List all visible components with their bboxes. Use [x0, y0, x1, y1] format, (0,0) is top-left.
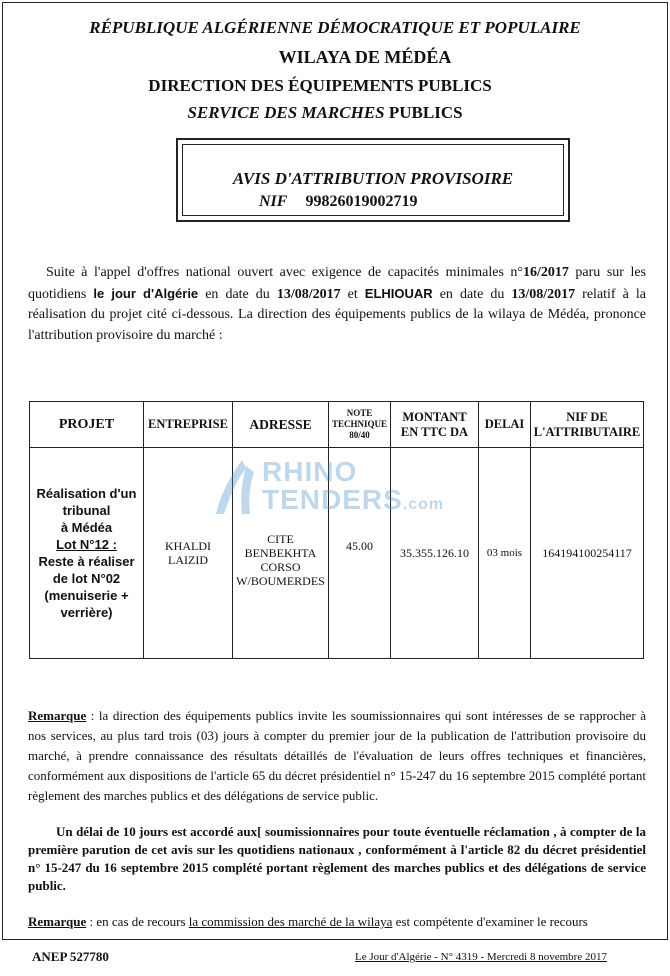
watermark-suffix: .com [402, 496, 445, 513]
projet-lot: Lot N°12 : [56, 537, 117, 552]
projet-line: Réalisation d'un [36, 486, 137, 501]
intro-text-4: et [340, 286, 365, 302]
cell-note: 45.00 [329, 448, 391, 659]
header-projet: PROJET [30, 402, 144, 448]
wilaya-heading: WILAYA DE MÉDÉA [278, 47, 452, 67]
intro-text-1: Suite à l'appel d'offres national ouvert avec exigence de capacités minimales n° [46, 265, 524, 280]
date-2: 13/08/2017 [511, 286, 576, 302]
tender-number: 16/2017 [523, 265, 569, 280]
service-heading-rest: PUBLICS [388, 103, 463, 122]
intro-text-3: en date du [198, 286, 277, 302]
remarque-3-commission: la commission des marché de la wilaya [188, 914, 393, 929]
journal-name-1: le jour d'Algérie [93, 285, 199, 301]
remarque-3 [28, 914, 646, 930]
attribution-table [29, 401, 644, 659]
projet-line: Reste à réaliser [38, 554, 135, 569]
journal-name-2: ELHIOUAR [364, 285, 433, 301]
header-delai: DELAI [479, 402, 531, 448]
remarque-3-text-1: : en cas de recours [86, 914, 189, 929]
remarque-1 [28, 706, 646, 806]
entreprise-line: LAIZID [168, 553, 208, 567]
republic-heading: RÉPUBLIQUE ALGÉRIENNE DÉMOCRATIQUE ET POPULAIRE [89, 18, 581, 37]
header-nif [531, 402, 644, 448]
projet-line: tribunal [62, 503, 111, 518]
header-montant-2: EN TTC DA [400, 424, 469, 439]
entreprise-line: KHALDI [165, 539, 211, 553]
header-montant [391, 402, 479, 448]
remarque-3-text-2: est compétente d'examiner le recours [392, 914, 588, 929]
cell-entreprise [144, 448, 233, 659]
journal-footer: Le Jour d'Algérie - N° 4319 - Mercredi 8 novembre 2017 [355, 951, 607, 963]
nif-line [259, 193, 417, 211]
remarque-1-label: Remarque [28, 708, 87, 723]
watermark-tenders: TENDERS [262, 484, 403, 515]
header-entreprise: ENTREPRISE [144, 402, 233, 448]
direction-heading: DIRECTION DES ÉQUIPEMENTS PUBLICS [148, 76, 492, 95]
watermark-line1: RHINO [262, 456, 358, 487]
table-header-row [30, 402, 644, 448]
table-row [30, 448, 644, 659]
header-nif-1: NIF DE [566, 409, 608, 424]
adresse-line: CORSO [260, 560, 301, 574]
remarque-2: Un délai de 10 jours est accordé aux[ soumissionnaires pour toute éventuelle réclamation , à compter de la première parution de cet avis sur les quotidiens nationaux , conformément à l'article 82 du décret présidentiel n° 15-247 du 16 septembre 2015 complété portant règlement des marches publics et des délégations de service public. [28, 824, 646, 893]
remarque-1-text: : la direction des équipements publics invite les soumissionnaires qui sont intéresses de se rapprocher à nos services, au plus tard trois (03) jours à compter du premier jour de la publication de l'attribution provisoire du marché, à prendre connaissance des résultats détaillés de l'évaluation de leurs offres techniques et financières, conformément aux dispositions de l'article 65 du décret présidentiel n° 15-247 du 16 septembre 2015 complété portant règlement des marches publics et des délégations de service public. [28, 708, 646, 803]
adresse-line: CITE [267, 532, 294, 546]
intro-text-6: relatif à la réalisation du projet cité ci-dessous. La direction des équipements publics de la wilaya de Médéa, prononce l'attribution provisoire du marché : [28, 286, 646, 343]
adresse-line: W/BOUMERDES [236, 574, 325, 588]
anep-reference: ANEP 527780 [32, 949, 109, 964]
service-heading [0, 103, 660, 123]
projet-line: (menuiserie + [44, 588, 129, 603]
avis-title: AVIS D'ATTRIBUTION PROVISOIRE [232, 169, 514, 188]
header-nif-2: L'ATTRIBUTAIRE [533, 424, 641, 439]
header-note-1: NOTE [346, 408, 373, 418]
cell-projet [30, 448, 144, 659]
projet-line: verrière) [60, 605, 113, 620]
title-box [176, 138, 570, 222]
nif-label: NIF [259, 193, 288, 210]
projet-line: de lot N°02 [52, 571, 121, 586]
cell-delai: 03 mois [479, 448, 531, 659]
intro-paragraph [28, 263, 646, 346]
service-heading-italic: SERVICE DES MARCHES [187, 103, 385, 122]
date-1: 13/08/2017 [276, 286, 341, 302]
intro-text-2: paru sur les quotidiens [28, 265, 646, 302]
header-note-2: TECHNIQUE [331, 419, 387, 429]
adresse-line: BENBEKHTA [244, 546, 317, 560]
title-box-inner [182, 144, 564, 216]
header-note-3: 80/40 [349, 430, 370, 440]
header-montant-1: MONTANT [402, 409, 467, 424]
header-note [329, 402, 391, 448]
projet-line: à Médéa [60, 520, 113, 535]
cell-adresse [233, 448, 329, 659]
nif-value: 99826019002719 [305, 193, 418, 210]
cell-montant: 35.355.126.10 [391, 448, 479, 659]
remarque-3-label: Remarque [28, 914, 87, 929]
cell-nif: 164194100254117 [531, 448, 644, 659]
intro-text-5: en date du [432, 286, 512, 302]
header-adresse: ADRESSE [233, 402, 329, 448]
